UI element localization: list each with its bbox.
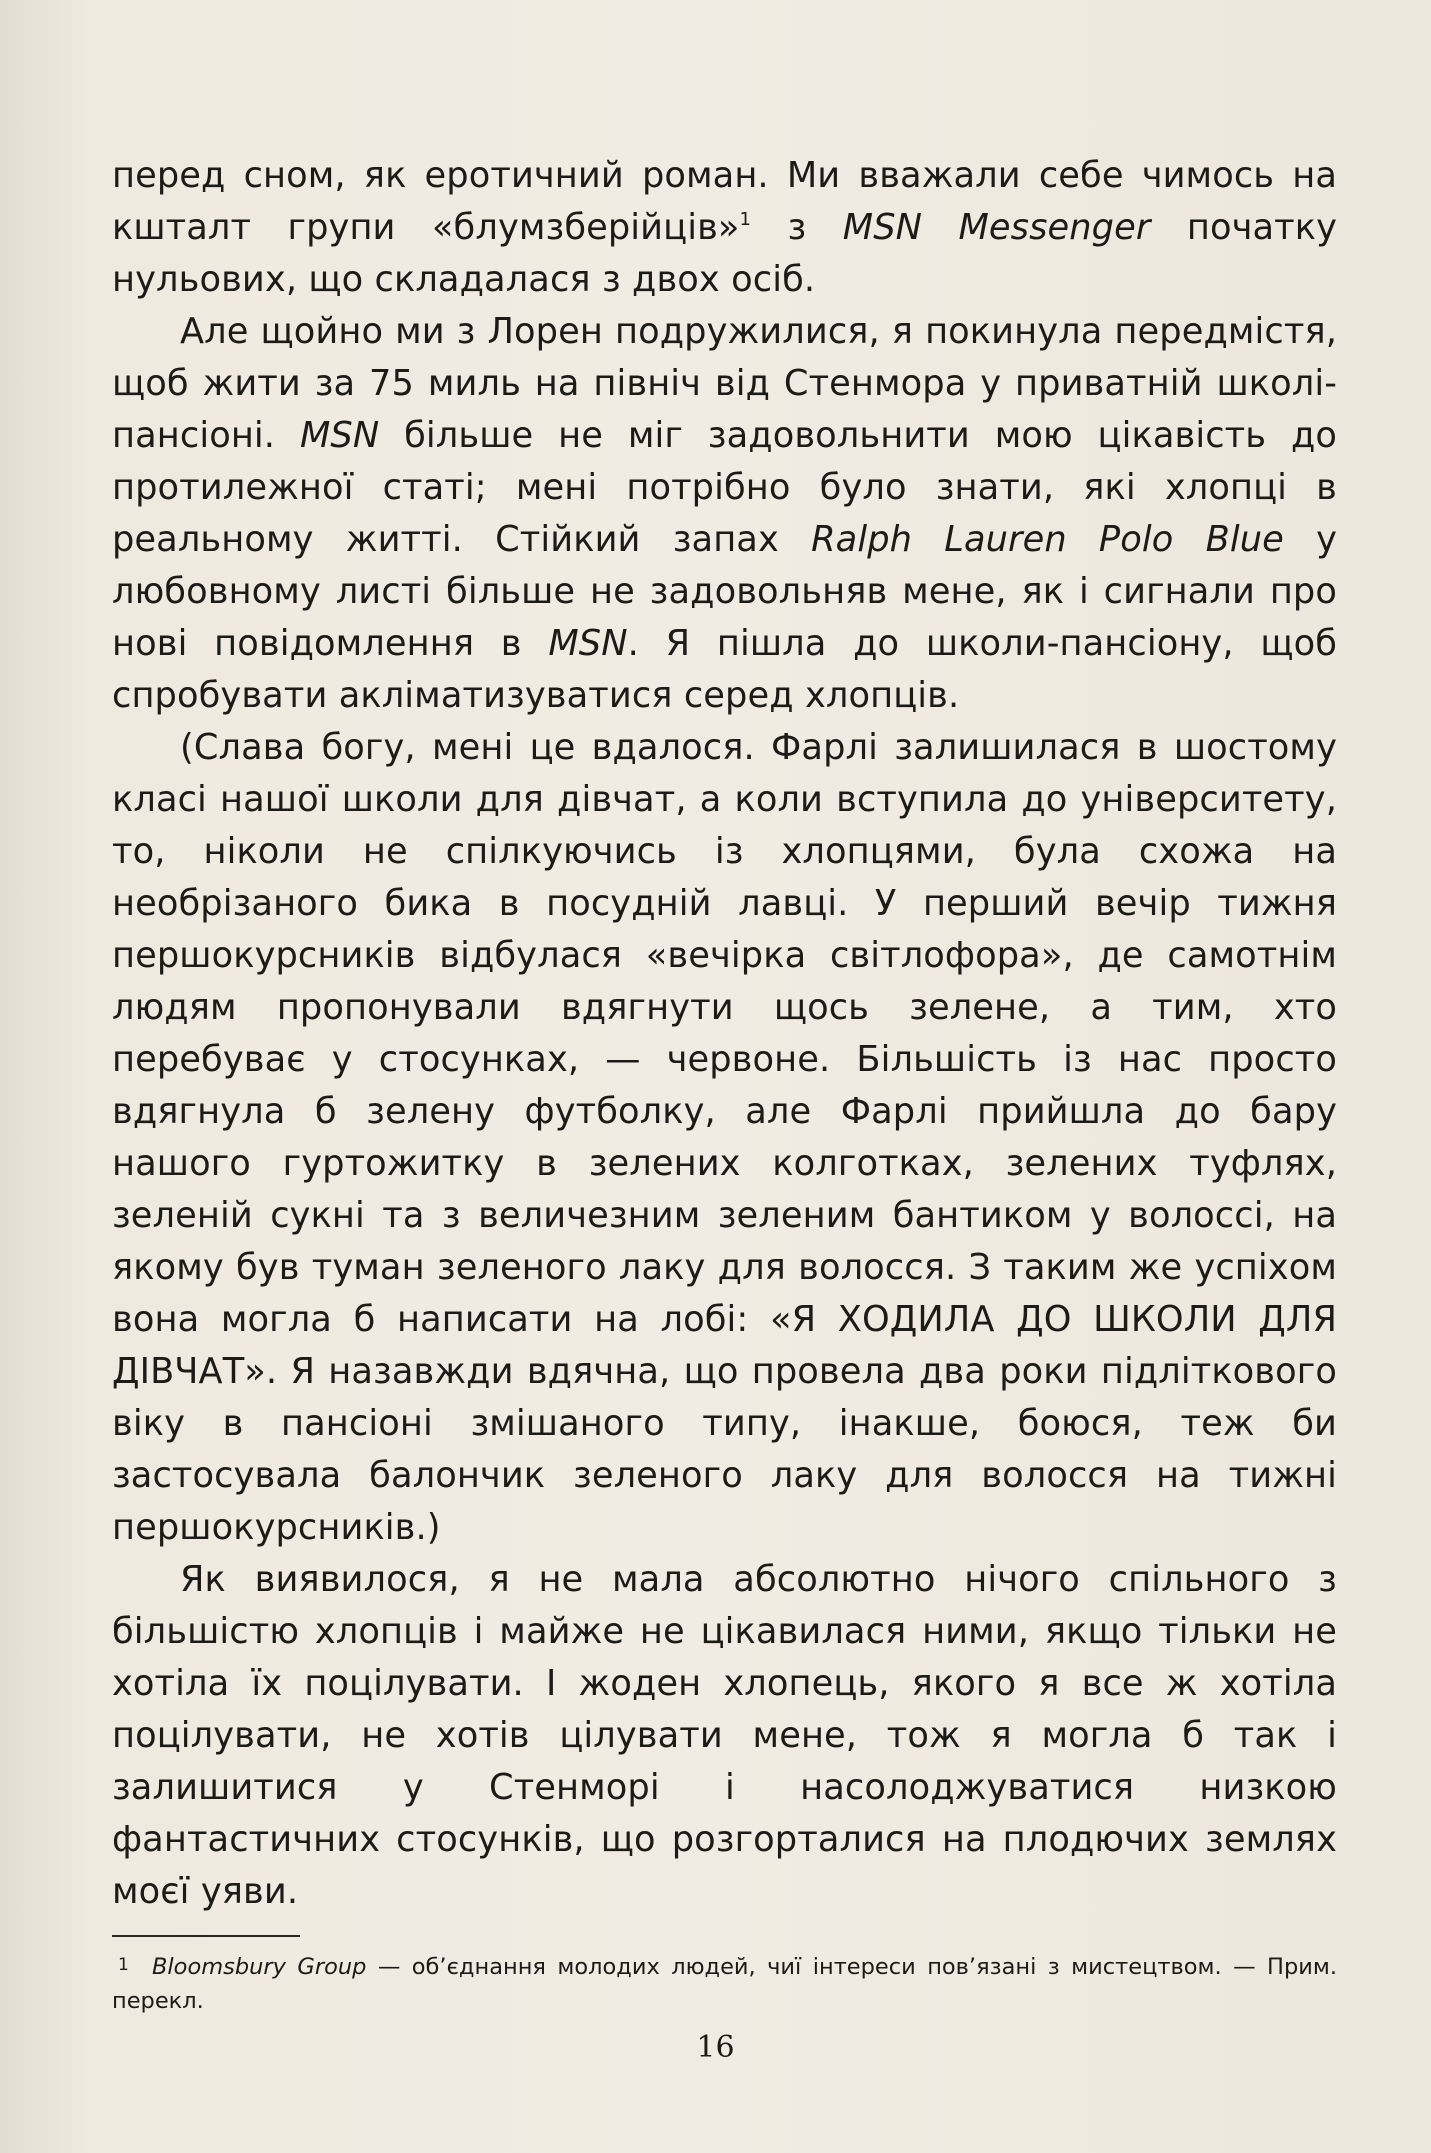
paragraph-2: Але щойно ми з Лорен подружилися, я покинула передмістя, щоб жити за 75 миль на північ від Стенмора у приватній школі-пансіоні. MSN більше не міг задовольнити мою цікавість до протилежної статі; мені потрібно було знати, які хлопці в реальному житті. Стійкий запах Ralph Lauren Polo Blue у любовному листі більше не задовольняв мене, як і сигнали про нові повідомлення в MSN. Я пішла до школи-пансіону, щоб спробувати акліматизуватися серед хлопців.: [112, 311, 1337, 716]
paragraph-4: Як виявилося, я не мала абсолютно нічого спільного з більшістю хлопців і майже не цікавилася ними, якщо тільки не хотіла їх поцілувати. І жоден хлопець, якого я все ж хотіла поцілувати, не хотів цілувати мене, тож я могла б так і залишитися у Стенморі і насолоджуватися низкою фантастичних стосунків, що розгорталися на плодючих землях моєї уяви.: [112, 1559, 1337, 1912]
footnote-mark: 1: [739, 209, 752, 230]
paragraph-3: (Слава богу, мені це вдалося. Фарлі залишилася в шостому класі нашої школи для дівчат, а коли вступила до університету, то, ніколи не спілкуючись із хлопцями, була схожа на необрізаного бика в посудній лавці. У перший вечір тижня першокурсників відбулася «вечірка світлофора», де самотнім людям пропонували вдягнути щось зелене, а тим, хто перебуває у стосунках, — червоне. Більшість із нас просто вдягнула б зелену футболку, але Фарлі прийшла до бару нашого гуртожитку в зелених колготках, зелених туфлях, зеленій сукні та з величезним зеленим бантиком у волоссі, на якому був туман зеленого лаку для волосся. З таким же успіхом вона могла б написати на лобі: «Я ХОДИЛА ДО ШКОЛИ ДЛЯ ДІВЧАТ». Я назавжди вдячна, що провела два роки підліткового віку в пансіоні змішаного типу, інакше, боюся, теж би застосувала балончик зеленого лаку для волосся на тижні першокурсників.): [112, 727, 1337, 1548]
footnote: 1 Bloomsbury Group — об’єднання молодих людей, чиї інтереси пов’язані з мистецтвом. — Прим. перекл.: [112, 1948, 1337, 2018]
page-number: 16: [696, 2030, 735, 2065]
footnote-divider: [112, 1935, 300, 1937]
paragraph-1: перед сном, як еротичний роман. Ми вважали себе чимось на кшталт групи «блумзберійців»$^1$ з MSN Messenger початку нульових, що складалася з двох осіб.: [112, 155, 1338, 300]
italic-term: MSN: [548, 623, 628, 664]
footnote-term: Bloomsbury Group: [152, 1954, 367, 1980]
italic-term: Ralph Lauren Polo Blue: [811, 519, 1284, 560]
italic-term: MSN: [299, 415, 380, 456]
footnote-number: 1: [118, 1955, 129, 1975]
body-text: [112, 150, 1337, 1918]
italic-term: MSN Messenger: [842, 207, 1151, 248]
